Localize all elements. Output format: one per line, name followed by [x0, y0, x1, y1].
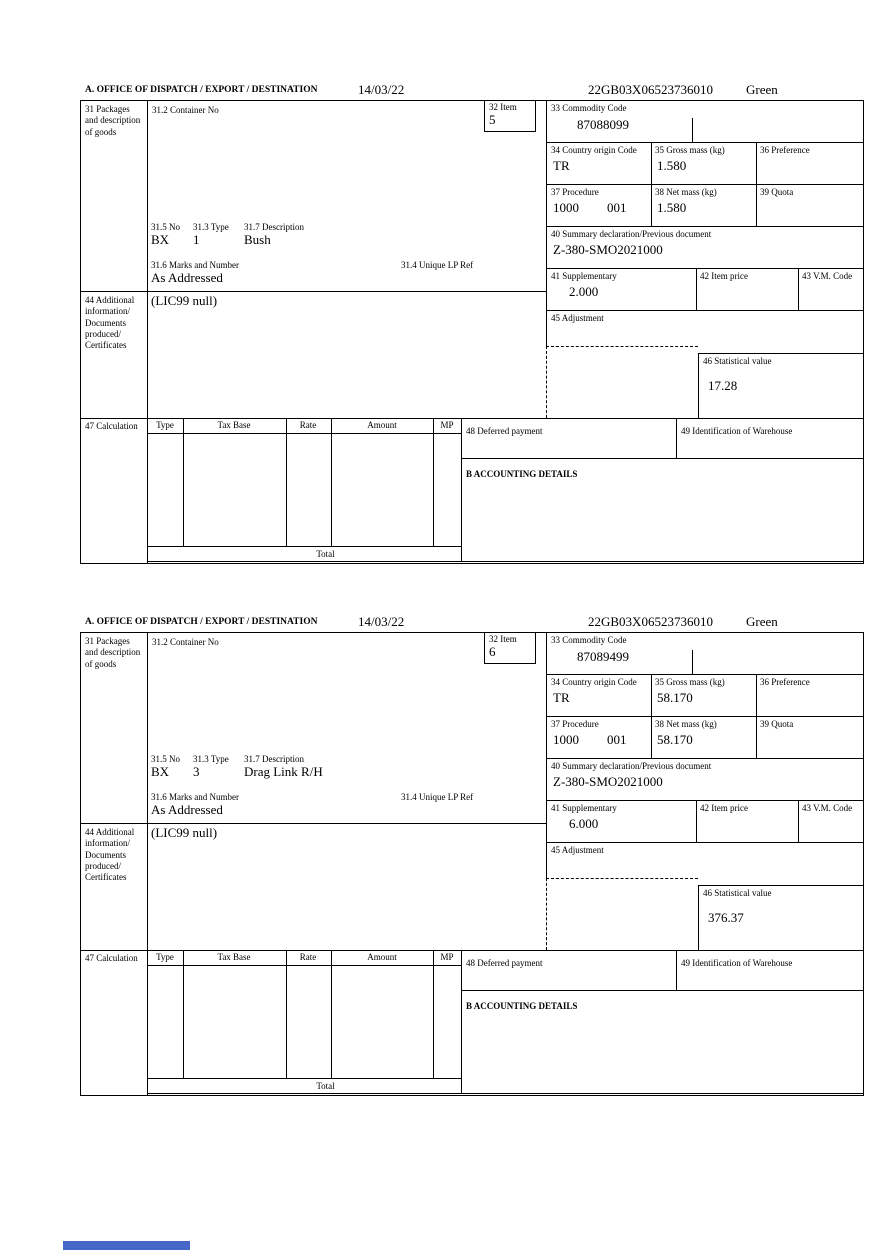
additional-information-value: (LIC99 null) [151, 293, 218, 308]
declaration-reference: 22GB03X06523736010 [588, 614, 713, 629]
box44-separator-line [81, 823, 546, 824]
quota-box [756, 185, 863, 227]
item-number-value: 5 [489, 112, 496, 128]
route-status: Green [746, 82, 778, 97]
gross-mass-box [651, 675, 757, 717]
tax-col-mp: MP [440, 420, 454, 430]
preference-label: 36 Preference [760, 677, 810, 687]
procedure-label: 37 Procedure [551, 187, 599, 197]
tax-table-column-line [183, 418, 184, 546]
supplementary-value: 2.000 [569, 284, 599, 300]
item-price-box [696, 269, 799, 311]
item-form-grid [80, 100, 864, 564]
section-header [80, 80, 862, 100]
item-price-label: 42 Item price [700, 271, 748, 281]
country-origin-label: 34 Country origin Code [551, 677, 637, 687]
procedure-code-2: 001 [607, 732, 627, 748]
container-no-label: 31.2 Container No [152, 637, 219, 647]
preference-label: 36 Preference [760, 145, 810, 155]
goods-description-value: Drag Link R/H [244, 764, 323, 779]
declaration-date: 14/03/22 [358, 82, 405, 97]
unique-lp-ref-label: 31.4 Unique LP Ref [401, 260, 474, 270]
declaration-reference: 22GB03X06523736010 [588, 82, 713, 97]
additional-information-label: 44 Additional information/ Documents produced/ Certificates [81, 291, 148, 418]
quota-box [756, 717, 863, 759]
tax-col-tax-base: Tax Base [217, 952, 251, 962]
item-form-grid [80, 632, 864, 1096]
gross-mass-value: 58.170 [657, 690, 693, 706]
dashed-divider-vertical [546, 878, 547, 950]
tax-col-type: Type [156, 952, 174, 962]
adjustment-box [546, 311, 863, 346]
procedure-code-2: 001 [607, 200, 627, 216]
tax-col-amount: Amount [367, 952, 397, 962]
supplementary-label: 41 Supplementary [551, 271, 617, 281]
deferred-payment-box [461, 418, 676, 459]
supplementary-label: 41 Supplementary [551, 803, 617, 813]
dashed-divider-horizontal [546, 878, 698, 879]
statistical-value-label: 46 Statistical value [703, 888, 772, 898]
procedure-value [553, 201, 651, 215]
marks-and-number-label: 31.6 Marks and Number [151, 260, 239, 270]
package-type-label: 31.3 Type [193, 754, 229, 764]
summary-declaration-value: Z-380-SMO2021000 [553, 774, 663, 790]
item-price-box [696, 801, 799, 843]
tax-col-type: Type [156, 420, 174, 430]
country-origin-label: 34 Country origin Code [551, 145, 637, 155]
gross-mass-label: 35 Gross mass (kg) [655, 677, 725, 687]
statistical-value-label: 46 Statistical value [703, 356, 772, 366]
package-no-label: 31.5 No [151, 754, 180, 764]
office-of-dispatch-label: A. OFFICE OF DISPATCH / EXPORT / DESTINATION [85, 85, 318, 95]
quota-label: 39 Quota [760, 719, 794, 729]
net-mass-label: 38 Net mass (kg) [655, 187, 717, 197]
quota-label: 39 Quota [760, 187, 794, 197]
summary-declaration-label: 40 Summary declaration/Previous document [551, 761, 712, 771]
statistical-value-box [698, 885, 863, 950]
warehouse-id-label: 49 Identification of Warehouse [681, 958, 793, 968]
preference-box [756, 675, 863, 717]
summary-declaration-box [546, 759, 863, 801]
gross-mass-label: 35 Gross mass (kg) [655, 145, 725, 155]
tax-table-column-line [286, 950, 287, 1078]
net-mass-value: 58.170 [657, 732, 693, 748]
summary-declaration-box [546, 227, 863, 269]
dashed-divider-horizontal [546, 346, 698, 347]
item-price-label: 42 Item price [700, 803, 748, 813]
declaration-item-section-1 [80, 80, 864, 564]
package-type-label: 31.3 Type [193, 222, 229, 232]
country-origin-value: TR [553, 158, 570, 174]
office-of-dispatch-label: A. OFFICE OF DISPATCH / EXPORT / DESTINATION [85, 617, 318, 627]
tax-table-column-line [331, 418, 332, 546]
additional-information-value: (LIC99 null) [151, 825, 218, 840]
net-mass-label: 38 Net mass (kg) [655, 719, 717, 729]
dashed-divider-vertical [546, 346, 547, 418]
net-mass-value: 1.580 [657, 200, 687, 216]
item-label: 32 Item [489, 634, 517, 644]
commodity-code-divider-tick [692, 118, 693, 142]
country-origin-box [546, 675, 652, 717]
tax-calculation-table [148, 950, 461, 1093]
net-mass-box [651, 185, 757, 227]
tax-calculation-table [148, 418, 461, 561]
tax-table-column-line [331, 950, 332, 1078]
tax-table-column-line [433, 950, 434, 1078]
commodity-code-value: 87088099 [577, 117, 629, 133]
tax-table-header-line [148, 965, 461, 966]
marks-and-number-label: 31.6 Marks and Number [151, 792, 239, 802]
marks-and-number-value: As Addressed [151, 270, 223, 285]
tax-table-column-line [286, 418, 287, 546]
accounting-details-label: B ACCOUNTING DETAILS [466, 1001, 578, 1011]
package-no-value: BX [151, 764, 170, 779]
procedure-box [546, 185, 652, 227]
goods-description-label: 31.7 Description [244, 754, 304, 764]
gross-mass-value: 1.580 [657, 158, 687, 174]
item-label: 32 Item [489, 102, 517, 112]
item-number-value: 6 [489, 644, 496, 660]
calculation-label: 47 Calculation [81, 418, 148, 563]
tax-col-mp: MP [440, 952, 454, 962]
preference-box [756, 143, 863, 185]
tax-col-rate: Rate [299, 952, 317, 962]
procedure-label: 37 Procedure [551, 719, 599, 729]
supplementary-box [546, 801, 697, 843]
vm-code-label: 43 V.M. Code [802, 803, 853, 813]
statistical-value-value: 17.28 [708, 378, 738, 394]
summary-declaration-value: Z-380-SMO2021000 [553, 242, 663, 258]
statistical-value-box [698, 353, 863, 418]
commodity-code-divider-tick [692, 650, 693, 674]
package-no-label: 31.5 No [151, 222, 180, 232]
supplementary-value: 6.000 [569, 816, 599, 832]
statistical-value-value: 376.37 [708, 910, 744, 926]
tax-table-column-line [433, 418, 434, 546]
procedure-code-1: 1000 [553, 732, 579, 748]
declaration-date: 14/03/22 [358, 614, 405, 629]
country-origin-box [546, 143, 652, 185]
warehouse-id-label: 49 Identification of Warehouse [681, 426, 793, 436]
package-type-value: 1 [193, 232, 200, 247]
procedure-value [553, 733, 651, 747]
package-type-value: 3 [193, 764, 200, 779]
packages-description-label: 31 Packages and description of goods [81, 633, 148, 823]
goods-description-value: Bush [244, 232, 271, 247]
unique-lp-ref-label: 31.4 Unique LP Ref [401, 792, 474, 802]
goods-description-label: 31.7 Description [244, 222, 304, 232]
deferred-payment-box [461, 950, 676, 991]
declaration-item-section-2 [80, 612, 864, 1096]
commodity-code-label: 33 Commodity Code [551, 103, 627, 113]
package-no-value: BX [151, 232, 170, 247]
item-number-box [484, 633, 536, 664]
bottom-blue-strip [63, 1241, 190, 1250]
adjustment-label: 45 Adjustment [551, 845, 604, 855]
adjustment-box [546, 843, 863, 878]
route-status: Green [746, 614, 778, 629]
item-number-box [484, 101, 536, 132]
commodity-code-box [546, 633, 863, 675]
marks-and-number-value: As Addressed [151, 802, 223, 817]
accounting-details-box [461, 991, 863, 1093]
tax-total-row: Total [148, 1078, 461, 1093]
vm-code-label: 43 V.M. Code [802, 271, 853, 281]
tax-col-rate: Rate [299, 420, 317, 430]
adjustment-label: 45 Adjustment [551, 313, 604, 323]
summary-declaration-label: 40 Summary declaration/Previous document [551, 229, 712, 239]
calculation-label: 47 Calculation [81, 950, 148, 1095]
tax-col-tax-base: Tax Base [217, 420, 251, 430]
warehouse-id-box [676, 950, 863, 991]
country-origin-value: TR [553, 690, 570, 706]
table-bottom-line [148, 561, 863, 562]
box44-separator-line [81, 291, 546, 292]
tax-table-header-line [148, 433, 461, 434]
net-mass-box [651, 717, 757, 759]
table-bottom-line [148, 1093, 863, 1094]
warehouse-id-box [676, 418, 863, 459]
vm-code-box [798, 801, 863, 843]
packages-description-label: 31 Packages and description of goods [81, 101, 148, 291]
additional-information-label: 44 Additional information/ Documents produced/ Certificates [81, 823, 148, 950]
deferred-payment-label: 48 Deferred payment [466, 958, 543, 968]
container-no-label: 31.2 Container No [152, 105, 219, 115]
section-header [80, 612, 862, 632]
vm-code-box [798, 269, 863, 311]
commodity-code-value: 87089499 [577, 649, 629, 665]
tax-total-row: Total [148, 546, 461, 561]
accounting-details-box [461, 459, 863, 561]
accounting-details-label: B ACCOUNTING DETAILS [466, 469, 578, 479]
supplementary-box [546, 269, 697, 311]
deferred-payment-label: 48 Deferred payment [466, 426, 543, 436]
commodity-code-label: 33 Commodity Code [551, 635, 627, 645]
tax-table-column-line [183, 950, 184, 1078]
procedure-box [546, 717, 652, 759]
gross-mass-box [651, 143, 757, 185]
commodity-code-box [546, 101, 863, 143]
tax-col-amount: Amount [367, 420, 397, 430]
procedure-code-1: 1000 [553, 200, 579, 216]
